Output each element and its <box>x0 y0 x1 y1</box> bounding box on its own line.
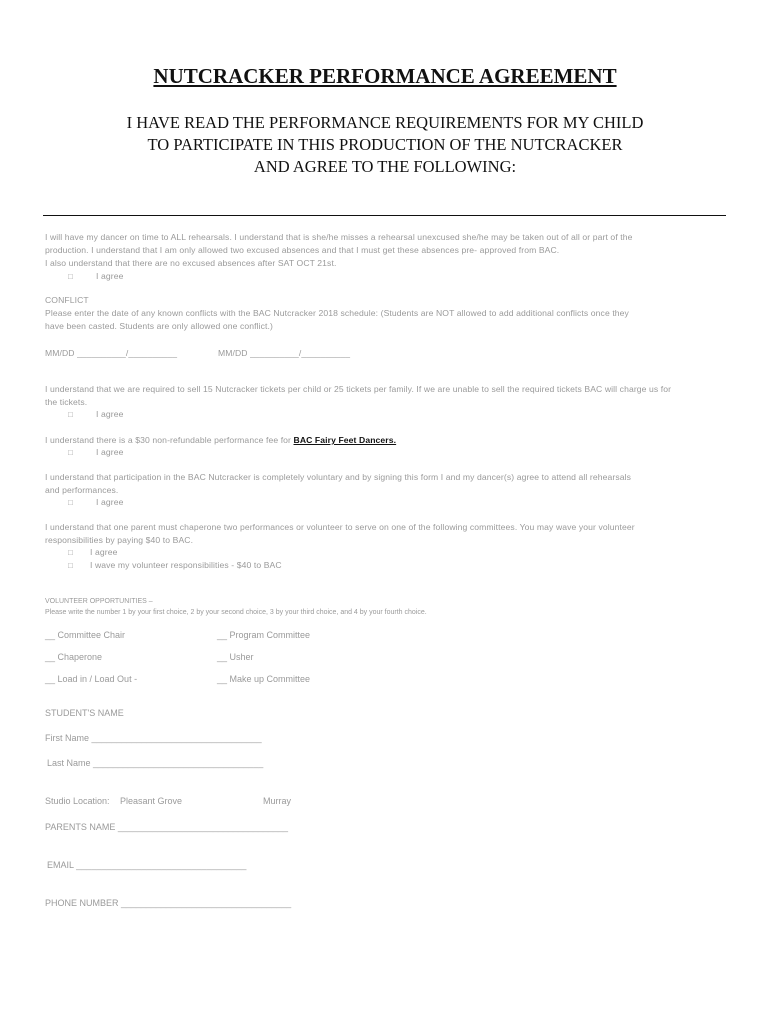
parents-name-field[interactable]: PARENTS NAME __________________________________ <box>45 822 289 832</box>
subtitle-line-2: TO PARTICIPATE IN THIS PRODUCTION OF THE NUTCRACKER <box>147 135 623 154</box>
volunteer-load-in-out[interactable]: __ Load in / Load Out - <box>45 674 138 684</box>
rehearsal-text-1: I will have my dancer on time to ALL rehearsals. I understand that is she/he misses a rehearsal unexcused she/he may be taken out of all or part of the <box>45 232 633 242</box>
conflict-text-2: have been casted. Students are only allowed one conflict.) <box>45 321 273 331</box>
rehearsal-text-3: I also understand that there are no excused absences after SAT OCT 21st. <box>45 258 337 268</box>
phone-number-field[interactable]: PHONE NUMBER __________________________________ <box>45 898 292 908</box>
volunteer-program-committee[interactable]: __ Program Committee <box>217 630 311 640</box>
fee-agree-label: I agree <box>96 447 124 457</box>
rehearsal-text-2: production. I understand that I am only allowed two excused absences and that I must get these absences pre- approved from BAC. <box>45 245 560 255</box>
last-name-field[interactable]: Last Name __________________________________ <box>47 758 264 768</box>
voluntary-text-2: and performances. <box>45 485 119 495</box>
rehearsal-agree-label: I agree <box>96 271 124 281</box>
volunteer-heading: VOLUNTEER OPPORTUNITIES – <box>45 598 153 605</box>
subtitle-line-1: I HAVE READ THE PERFORMANCE REQUIREMENTS FOR MY CHILD <box>126 113 644 132</box>
fee-text <box>45 435 396 445</box>
conflict-heading: CONFLICT <box>45 295 89 305</box>
fee-link[interactable]: BAC Fairy Feet Dancers. <box>293 435 397 445</box>
chaperone-text-1: I understand that one parent must chaperone two performances or volunteer to serve on one of the following committees. You may wave your volunteer <box>45 522 635 532</box>
tickets-text-2: the tickets. <box>45 397 88 407</box>
voluntary-text-1: I understand that participation in the BAC Nutcracker is completely voluntary and by signing this form I and my dancer(s) agree to attend all rehearsals <box>45 472 632 482</box>
volunteer-chaperone[interactable]: __ Chaperone <box>45 652 103 662</box>
conflict-text-1: Please enter the date of any known conflicts with the BAC Nutcracker 2018 schedule: (Students are NOT allowed to add additional conflicts once they <box>45 308 629 318</box>
tickets-agree-label: I agree <box>96 409 124 419</box>
studio-option-murray[interactable]: Murray <box>263 796 292 806</box>
first-name-field[interactable]: First Name __________________________________ <box>45 733 262 743</box>
volunteer-makeup-committee[interactable]: __ Make up Committee <box>217 674 311 684</box>
conflict-date-field-1[interactable]: MM/DD __________/__________ <box>45 348 178 358</box>
rehearsal-agree-checkbox[interactable]: □ <box>68 272 73 281</box>
waive-label: I wave my volunteer responsibilities - $40 to BAC <box>90 560 282 570</box>
chaperone-agree-label: I agree <box>90 547 118 557</box>
student-name-heading: STUDENT'S NAME <box>45 708 124 718</box>
volunteer-instructions: Please write the number 1 by your first choice, 2 by your second choice, 3 by your third choice, and 4 by your fourth choice. <box>45 609 427 616</box>
tickets-agree-checkbox[interactable]: □ <box>68 410 73 419</box>
page-title: NUTCRACKER PERFORMANCE AGREEMENT <box>153 64 617 88</box>
conflict-date-field-2[interactable]: MM/DD __________/__________ <box>218 348 351 358</box>
chaperone-text-2: responsibilities by paying $40 to BAC. <box>45 535 194 545</box>
subtitle-line-3: AND AGREE TO THE FOLLOWING: <box>253 157 517 176</box>
studio-location-label: Studio Location: <box>45 796 110 806</box>
volunteer-usher[interactable]: __ Usher <box>217 652 254 662</box>
studio-option-pleasant-grove[interactable]: Pleasant Grove <box>120 796 183 806</box>
volunteer-committee-chair[interactable]: __ Committee Chair <box>45 630 126 640</box>
divider-rule <box>43 215 726 216</box>
voluntary-agree-label: I agree <box>96 497 124 507</box>
fee-text-body: I understand there is a $30 non-refundable performance fee for <box>45 435 294 445</box>
email-field[interactable]: EMAIL __________________________________ <box>47 860 247 870</box>
waive-checkbox[interactable]: □ <box>68 561 73 570</box>
chaperone-agree-checkbox[interactable]: □ <box>68 548 73 557</box>
fee-agree-checkbox[interactable]: □ <box>68 448 73 457</box>
tickets-text-1: I understand that we are required to sell 15 Nutcracker tickets per child or 25 tickets per family. If we are unable to sell the required tickets BAC will charge us for <box>45 384 672 394</box>
voluntary-agree-checkbox[interactable]: □ <box>68 498 73 507</box>
